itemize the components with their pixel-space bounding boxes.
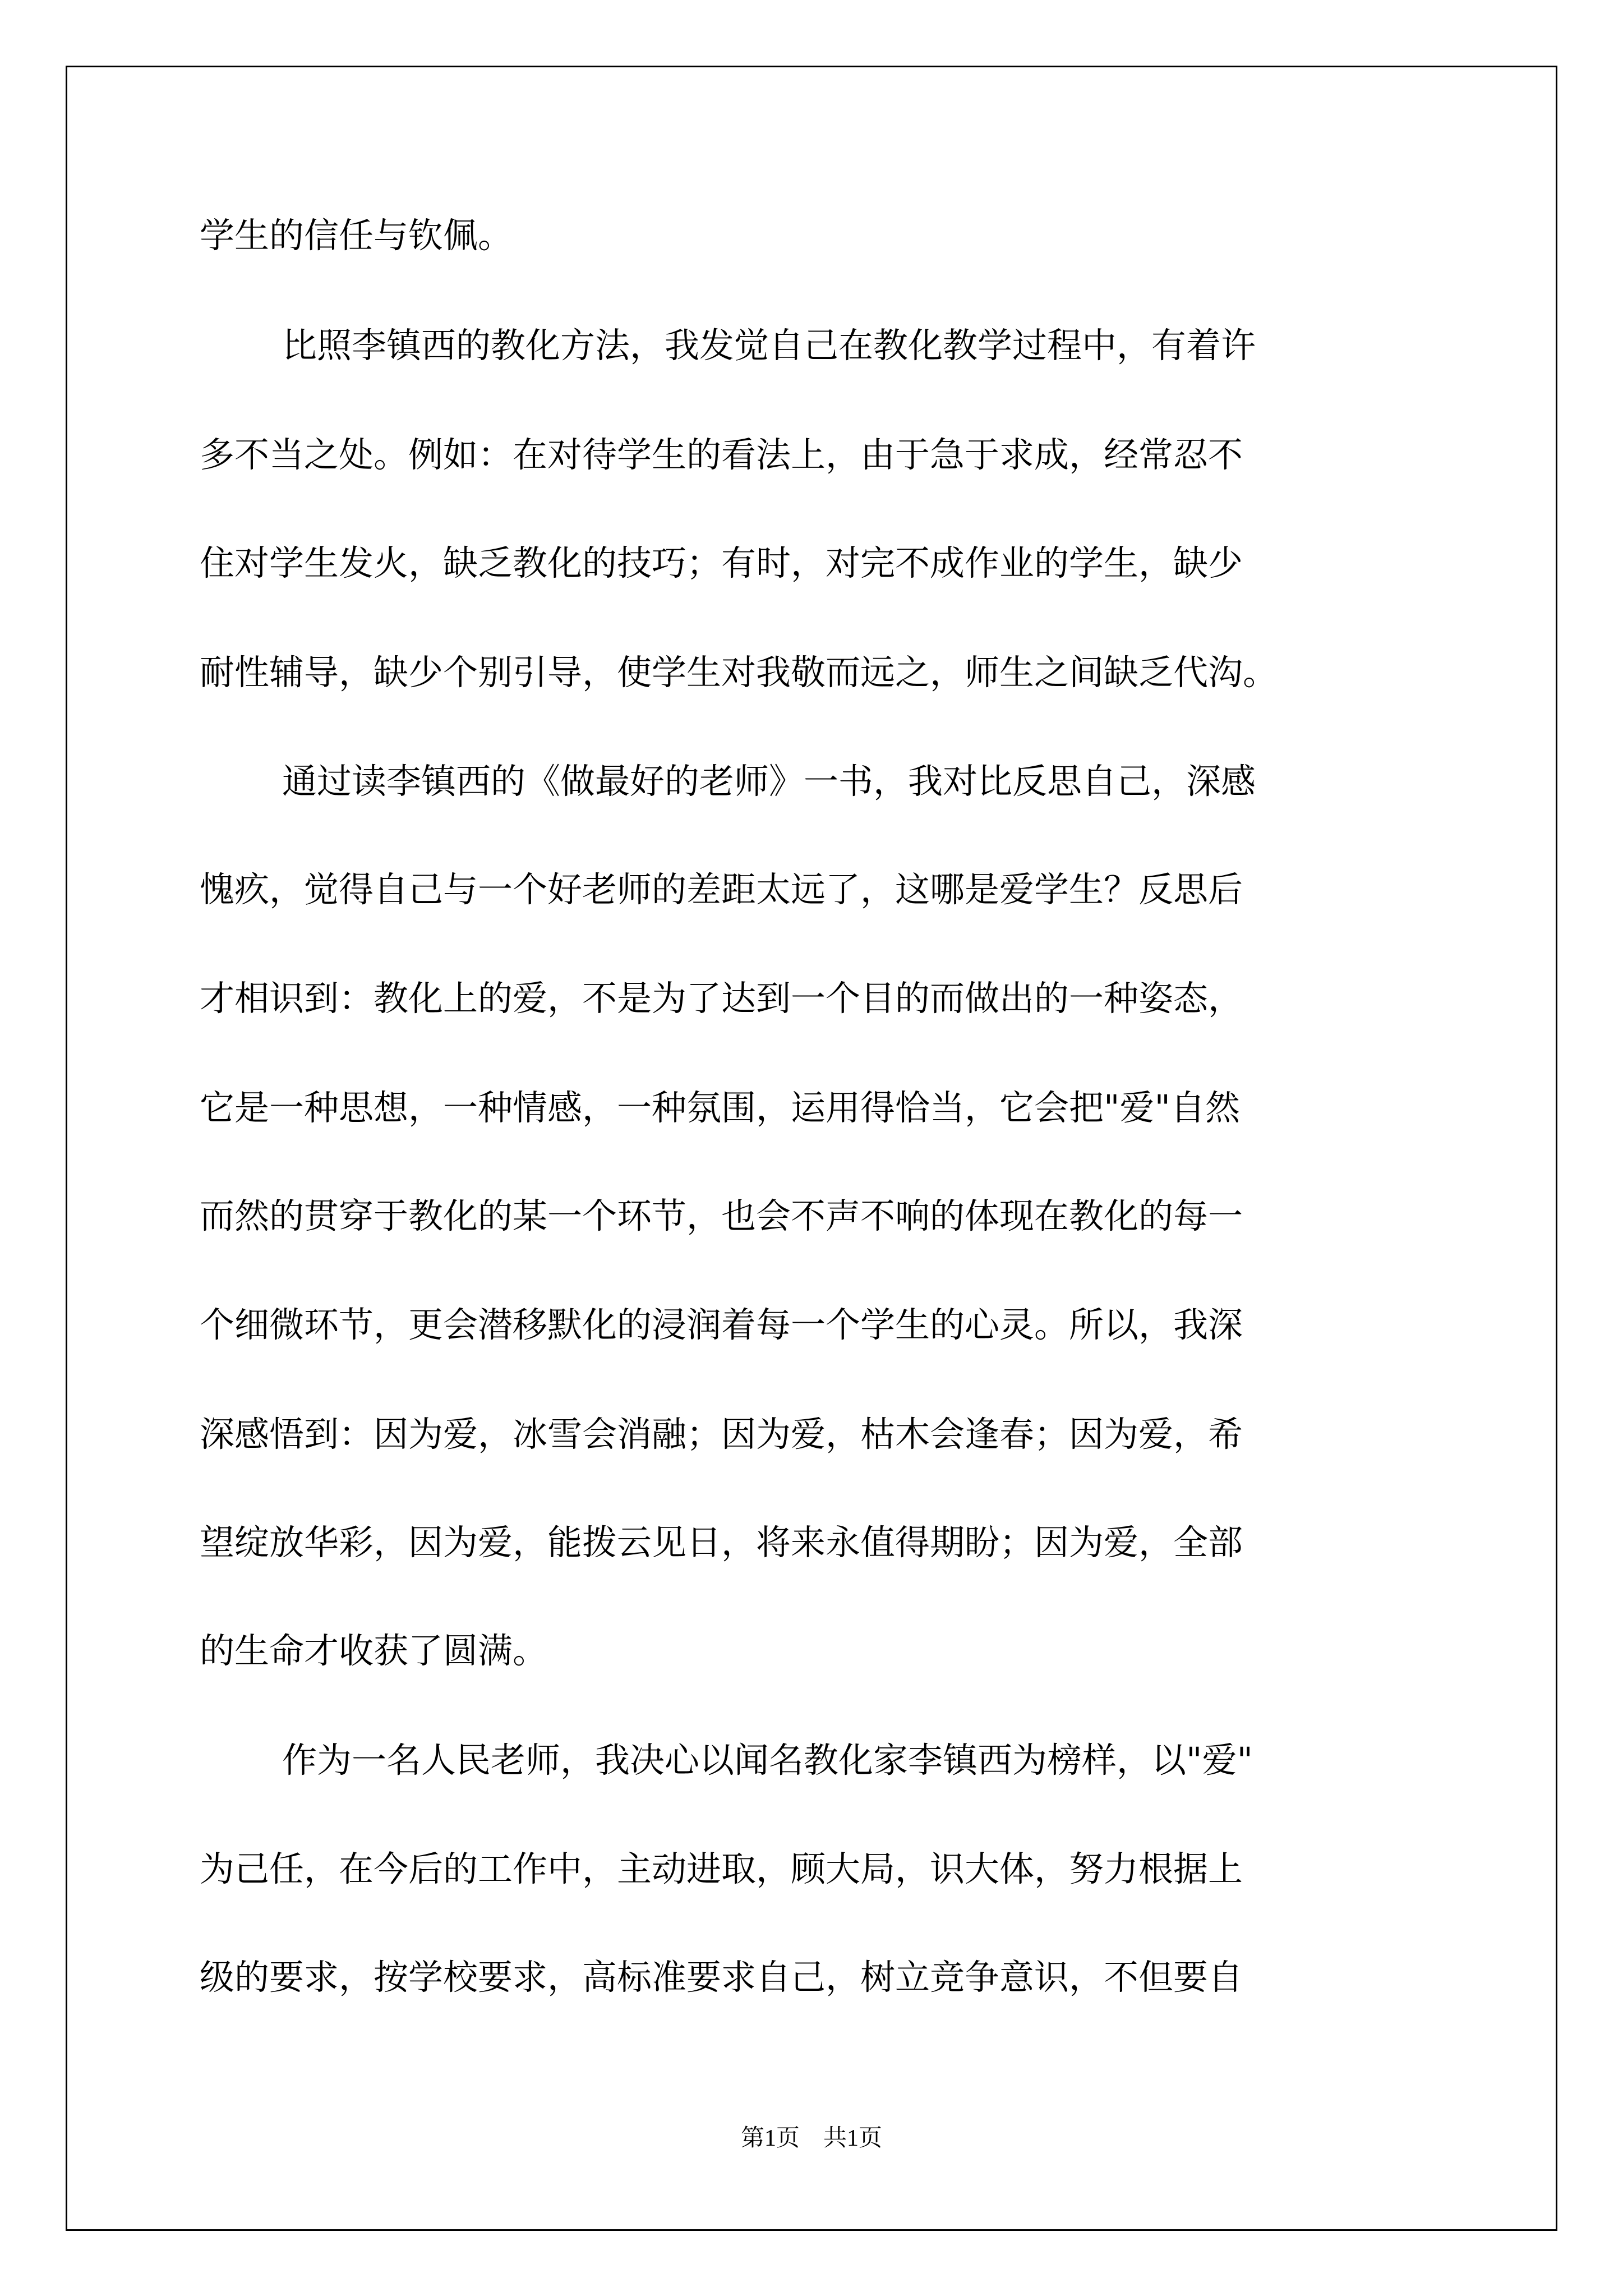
body-text-line: 学生的信任与钦佩。 xyxy=(200,215,513,256)
body-text-line: 望绽放华彩，因为爱，能拨云见日，将来永值得期盼；因为爱，全部 xyxy=(200,1522,1243,1563)
body-text-line: 深感悟到：因为爱，冰雪会消融；因为爱，枯木会逢春；因为爱，希 xyxy=(200,1414,1243,1455)
page-number-footer: 第1页 共1页 xyxy=(740,2125,882,2151)
body-text-line: 愧疚，觉得自己与一个好老师的差距太远了，这哪是爱学生？反思后 xyxy=(200,869,1243,910)
body-text-line: 它是一种思想，一种情感，一种氛围，运用得恰当，它会把"爱"自然 xyxy=(200,1087,1241,1128)
body-text-line: 多不当之处。例如：在对待学生的看法上，由于急于求成，经常忍不 xyxy=(200,434,1243,475)
body-text-line: 作为一名人民老师，我决心以闻名教化家李镇西为榜样，以"爱" xyxy=(282,1740,1253,1780)
body-text-line: 比照李镇西的教化方法，我发觉自己在教化教学过程中，有着许 xyxy=(282,325,1256,366)
body-text-line: 而然的贯穿于教化的某一个环节，也会不声不响的体现在教化的每一 xyxy=(200,1195,1243,1236)
body-text-line: 个细微环节，更会潜移默化的浸润着每一个学生的心灵。所以，我深 xyxy=(200,1304,1243,1345)
page-border xyxy=(66,66,1557,2231)
body-text-line: 才相识到：教化上的爱，不是为了达到一个目的而做出的一种姿态， xyxy=(200,978,1243,1019)
body-text-line: 的生命才收获了圆满。 xyxy=(200,1630,548,1671)
body-text-line: 住对学生发火，缺乏教化的技巧；有时，对完不成作业的学生，缺少 xyxy=(200,542,1243,583)
body-text-line: 级的要求，按学校要求，高标准要求自己，树立竞争意识，不但要自 xyxy=(200,1957,1243,1998)
body-text-line: 为己任，在今后的工作中，主动进取，顾大局，识大体，努力根据上 xyxy=(200,1848,1243,1889)
body-text-line: 耐性辅导，缺少个别引导，使学生对我敬而远之，师生之间缺乏代沟。 xyxy=(200,652,1278,693)
body-text-line: 通过读李镇西的《做最好的老师》一书，我对比反思自己，深感 xyxy=(282,761,1256,802)
